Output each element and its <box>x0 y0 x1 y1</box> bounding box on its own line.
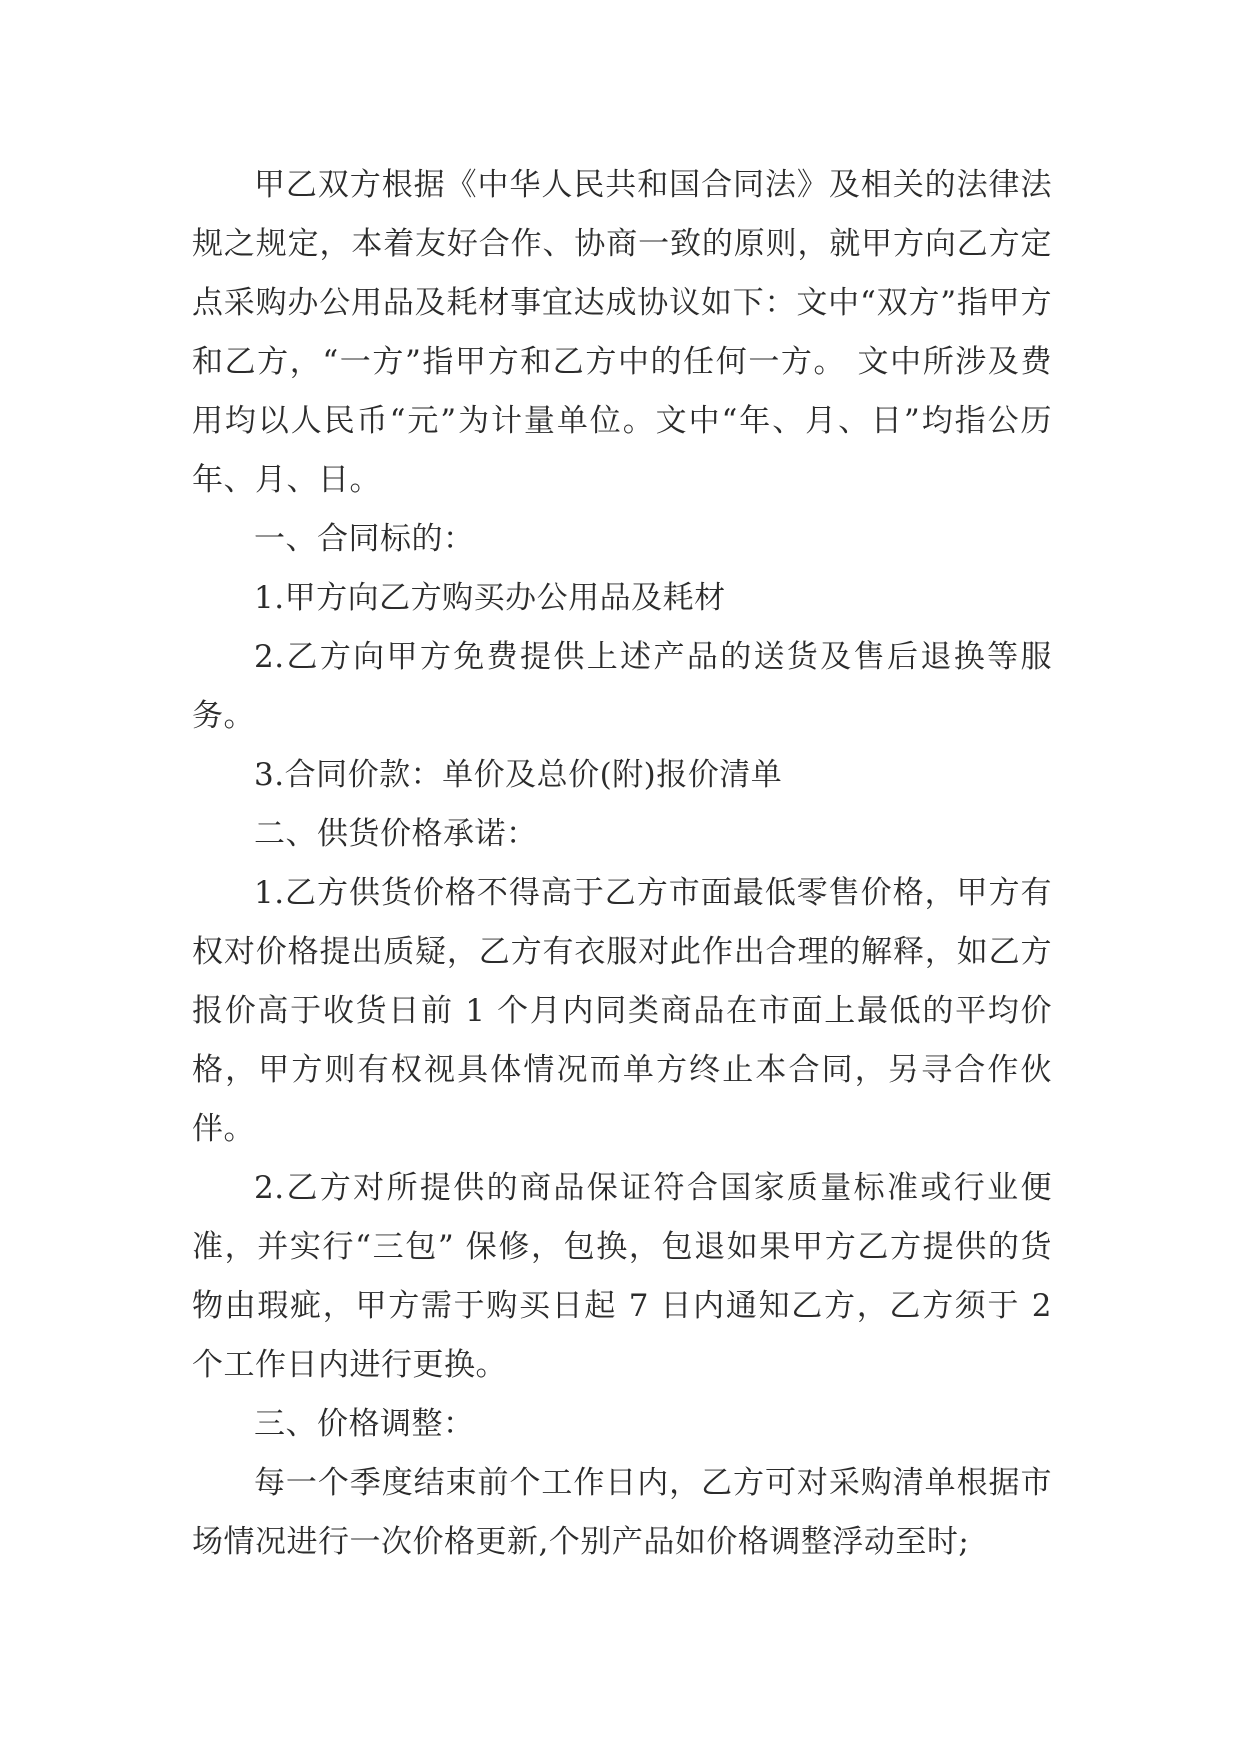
heading-contract-subject: 一、合同标的： <box>254 521 475 557</box>
heading-price-commitment: 二、供货价格承诺： <box>254 816 538 852</box>
heading-price-adjustment: 三、价格调整： <box>254 1406 475 1442</box>
document-body <box>192 156 1052 1572</box>
paragraph-subject-item-2: 2.乙方向甲方免费提供上述产品的送货及售后退换等服务。 <box>192 639 1052 734</box>
paragraph-preamble: 甲乙双方根据《中华人民共和国合同法》及相关的法律法规之规定，本着友好合作、协商一致的原则，就甲方向乙方定点采购办公用品及耗材事宜达成协议如下：文中“双方”指甲方和乙方，“一方”指甲方和乙方中的任何一方。 文中所涉及费用均以人民币“元”为计量单位。文中“年、月、日”均指公历年、月、日。 <box>192 167 1052 498</box>
paragraph-subject-item-1: 1.甲方向乙方购买办公用品及耗材 <box>254 580 726 616</box>
paragraph-price-item-1: 1.乙方供货价格不得高于乙方市面最低零售价格，甲方有权对价格提出质疑，乙方有衣服对此作出合理的解释，如乙方报价高于收货日前 1 个月内同类商品在市面上最低的平均价格，甲方则有权视具体情况而单方终止本合同，另寻合作伙伴。 <box>192 875 1052 1147</box>
paragraph-adjustment-text: 每一个季度结束前个工作日内，乙方可对采购清单根据市场情况进行一次价格更新,个别产品如价格调整浮动至时; <box>192 1465 1052 1560</box>
paragraph-subject-item-3: 3.合同价款：单价及总价(附)报价清单 <box>254 757 783 793</box>
paragraph-price-item-2: 2.乙方对所提供的商品保证符合国家质量标准或行业便准，并实行“三包” 保修，包换，包退如果甲方乙方提供的货物由瑕疵，甲方需于购买日起 7 日内通知乙方，乙方须于 2 个工作日内进行更换。 <box>192 1170 1052 1383</box>
